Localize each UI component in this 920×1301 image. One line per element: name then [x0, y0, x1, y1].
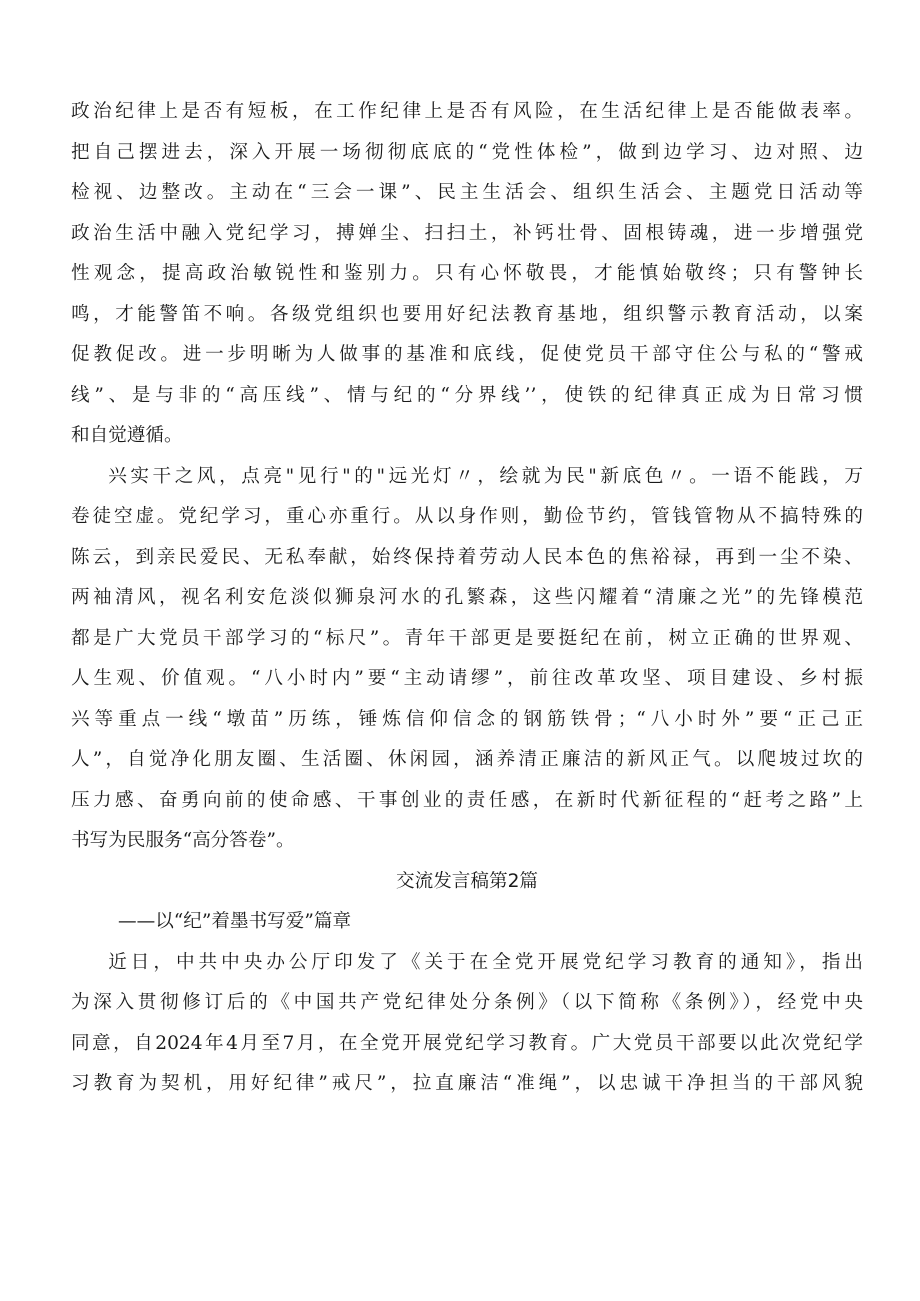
document-page — [71, 92, 863, 1105]
text-line: 鸣，才能警笛不响。各级党组织也要用好纪法教育基地，组织警示教育活动，以案 — [71, 303, 863, 325]
text-line: 政治生活中融入党纪学习，搏婵尘、扫扫土，补钙壮骨、固根铸魂，进一步增强党 — [71, 222, 863, 244]
text-line: 书写为民服务“高分答卷”。 — [71, 830, 295, 851]
text-line: 为深入贯彻修订后的《中国共产党纪律处分条例》（以下简称《条例》），经党中央 — [71, 992, 863, 1013]
text-line: 习教育为契机，用好纪律”戒尺”，拉直廉洁“准绳”，以忠诚干净担当的干部风貌 — [71, 1073, 863, 1094]
paragraph-discipline-check — [71, 92, 863, 457]
text-line: 政治纪律上是否有短板，在工作纪律上是否有风险，在生活纪律上是否能做表率。 — [71, 101, 863, 122]
paragraph-practice-continued — [71, 497, 863, 862]
paragraph-notice — [71, 943, 863, 984]
text-line: 把自己摆进去，深入开展一场彻彻底底的“党性体检”，做到边学习、边对照、边 — [71, 141, 863, 163]
section-heading: 交流发言稿第2篇 — [396, 870, 538, 892]
paragraph-notice-continued — [71, 983, 863, 1105]
text-line: 人”，自觉净化朋友圈、生活圈、休闲园，涵养清正廉洁的新风正气。以爬坡过坎的 — [71, 749, 863, 770]
text-line: 性观念，提高政治敏锐性和鉴别力。只有心怀敬畏，才能慎始敬终；只有警钟长 — [71, 263, 863, 284]
text-line: 检视、边整改。主动在“三会一课”、民主生活会、组织生活会、主题党日活动等 — [71, 182, 863, 203]
text-line: 压力感、奋勇向前的使命感、干事创业的责任感，在新时代新征程的“赶考之路”上 — [71, 789, 863, 811]
text-line: 兴等重点一线“墩苗”历练，锤炼信仰信念的钢筋铁骨；“八小时外”要“正己正 — [71, 708, 863, 730]
text-line: 兴实干之风，点亮"见行"的"远光灯〃，绘就为民"新底色〃。一语不能践，万 — [108, 465, 863, 487]
text-line: 两袖清风，视名利安危淡似狮泉河水的孔繁森，这些闪耀着“清廉之光”的先锋模范 — [71, 587, 863, 608]
text-line: 卷徒空虚。党纪学习，重心亦重行。从以身作则，勤俭节约，管钱管物从不搞特殊的 — [71, 506, 863, 527]
text-line: 同意，自2024年4月至7月，在全党开展党纪学习教育。广大党员干部要以此次党纪学 — [71, 1032, 863, 1054]
paragraph-practice — [71, 457, 863, 498]
text-line: 近日，中共中央办公厅印发了《关于在全党开展党纪学习教育的通知》，指出 — [108, 951, 863, 973]
text-line: 促教促改。进一步明晰为人做事的基准和底线，促使党员干部守住公与私的“警戒 — [71, 344, 863, 365]
text-line: 和自觉遵循。 — [71, 425, 183, 446]
text-line: 陈云，到亲民爱民、无私奉献，始终保持着劳动人民本色的焦裕禄，再到一尘不染、 — [71, 546, 863, 568]
text-line: 线”、是与非的“高压线”、情与纪的“分界线’’，使铁的纪律真正成为日常习惯 — [71, 384, 863, 406]
section-subheading: ——以“纪”着墨书写爱”篇章 — [118, 911, 352, 932]
text-line: 人生观、价值观。“八小时内”要“主动请缪”，前往改革攻坚、项目建设、乡村振 — [71, 668, 863, 689]
text-line: 都是广大党员干部学习的“标尺”。青年干部更是要挺纪在前，树立正确的世界观、 — [71, 627, 863, 649]
